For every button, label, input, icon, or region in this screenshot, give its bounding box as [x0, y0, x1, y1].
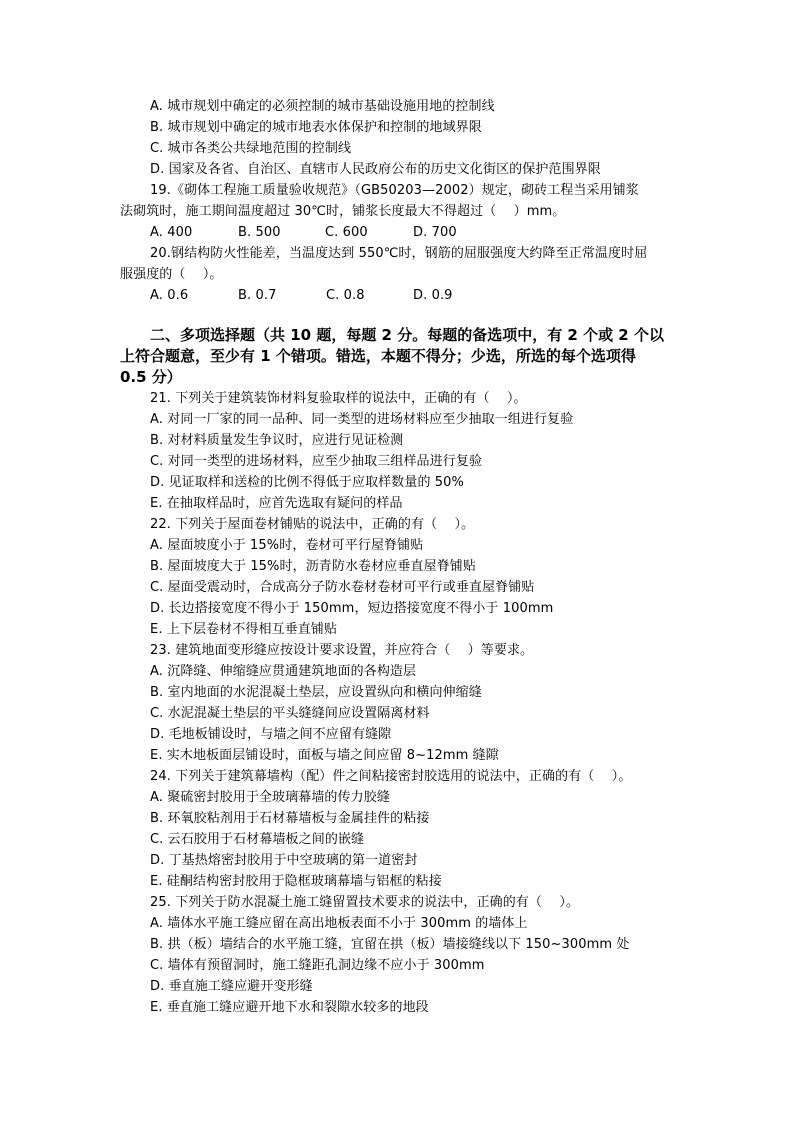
q23-option-e: E. 实木地板面层铺设时，面板与墙之间应留 8~12mm 缝隙: [150, 748, 499, 763]
q22-option-e: E. 上下层卷材不得相互垂直铺贴: [150, 622, 338, 637]
q21-option-e: E. 在抽取样品时，应首先选取有疑问的样品: [150, 496, 403, 511]
section-heading-line3: 0.5 分）: [120, 368, 182, 386]
q23-option-b: B. 室内地面的水泥混凝土垫层，应设置纵向和横向伸缩缝: [150, 685, 482, 700]
q20-option-a: A. 0.6: [150, 288, 189, 303]
section-heading-line1: 二、多项选择题（共 10 题，每题 2 分。每题的备选项中，有 2 个或 2 个以: [150, 326, 664, 344]
q24-stem: 24. 下列关于建筑幕墙构（配）件之间粘接密封胶选用的说法中，正确的有（ ）。: [150, 769, 632, 784]
q23-option-d: D. 毛地板铺设时，与墙之间不应留有缝隙: [150, 727, 392, 742]
q22-option-d: D. 长边搭接宽度不得小于 150mm，短边搭接宽度不得小于 100mm: [150, 601, 554, 616]
q20-option-d: D. 0.9: [413, 288, 453, 303]
q21-option-b: B. 对材料质量发生争议时，应进行见证检测: [150, 433, 404, 448]
q22-stem: 22. 下列关于屋面卷材铺贴的说法中，正确的有（ ）。: [150, 517, 475, 532]
q24-option-a: A. 聚硫密封胶用于全玻璃幕墙的传力胶缝: [150, 790, 390, 805]
q24-option-c: C. 云石胶用于石材幕墙板之间的嵌缝: [150, 832, 365, 847]
q19-option-d: D. 700: [413, 225, 457, 240]
q20-stem-line1: 20.钢结构防火性能差，当温度达到 550℃时，钢筋的屈服强度大约降至正常温度时屈: [150, 246, 648, 261]
q18-option-d: D. 国家及各省、自治区、直辖市人民政府公布的历史文化街区的保护范围界限: [150, 162, 601, 177]
q25-option-d: D. 垂直施工缝应避开变形缝: [150, 979, 313, 994]
q20-option-c: C. 0.8: [326, 288, 365, 303]
q24-option-e: E. 硅酮结构密封胶用于隐框玻璃幕墙与铝框的粘接: [150, 874, 442, 889]
q22-option-a: A. 屋面坡度小于 15%时，卷材可平行屋脊铺贴: [150, 538, 424, 553]
q24-option-b: B. 环氧胶粘剂用于石材幕墙板与金属挂件的粘接: [150, 811, 430, 826]
q19-options: [150, 222, 457, 243]
q23-option-c: C. 水泥混凝土垫层的平头缝缝间应设置隔离材料: [150, 706, 430, 721]
q21-option-d: D. 见证取样和送检的比例不得低于应取样数量的 50%: [150, 475, 465, 490]
q23-option-a: A. 沉降缝、伸缩缝应贯通建筑地面的各构造层: [150, 664, 417, 679]
q25-option-b: B. 拱（板）墙结合的水平施工缝，宜留在拱（板）墙接缝线以下 150~300mm 处: [150, 937, 630, 952]
q19-option-b: B. 500: [238, 225, 281, 240]
q25-option-c: C. 墙体有预留洞时，施工缝距孔洞边缘不应小于 300mm: [150, 958, 485, 973]
q24-option-d: D. 丁基热熔密封胶用于中空玻璃的第一道密封: [150, 853, 418, 868]
q25-option-e: E. 垂直施工缝应避开地下水和裂隙水较多的地段: [150, 1000, 429, 1015]
q19-option-a: A. 400: [150, 225, 193, 240]
q23-stem: 23. 建筑地面变形缝应按设计要求设置，并应符合（ ）等要求。: [150, 643, 534, 658]
q22-option-c: C. 屋面受震动时，合成高分子防水卷材卷材可平行或垂直屋脊铺贴: [150, 580, 535, 595]
q25-option-a: A. 墙体水平施工缝应留在高出地板表面不小于 300mm 的墙体上: [150, 916, 528, 931]
section-heading-line2: 上符合题意，至少有 1 个错项。错选，本题不得分；少选，所选的每个选项得: [120, 347, 636, 365]
q19-stem-line2: 法砌筑时，施工期间温度超过 30℃时，铺浆长度最大不得超过（ ）mm。: [120, 204, 566, 219]
q21-option-a: A. 对同一厂家的同一品种、同一类型的进场材料应至少抽取一组进行复验: [150, 412, 574, 427]
q22-option-b: B. 屋面坡度大于 15%时，沥青防水卷材应垂直屋脊铺贴: [150, 559, 477, 574]
q18-option-a: A. 城市规划中确定的必须控制的城市基础设施用地的控制线: [150, 99, 495, 114]
q18-option-b: B. 城市规划中确定的城市地表水体保护和控制的地域界限: [150, 120, 482, 135]
q21-stem: 21. 下列关于建筑装饰材料复验取样的说法中，正确的有（ ）。: [150, 391, 527, 406]
q18-option-c: C. 城市各类公共绿地范围的控制线: [150, 141, 352, 156]
q20-option-b: B. 0.7: [238, 288, 277, 303]
q25-stem: 25. 下列关于防水混凝土施工缝留置技术要求的说法中，正确的有（ ）。: [150, 895, 580, 910]
q20-stem-line2: 服强度的（ ）。: [120, 267, 223, 282]
q21-option-c: C. 对同一类型的进场材料，应至少抽取三组样品进行复验: [150, 454, 483, 469]
q20-options: [150, 285, 453, 306]
q19-stem-line1: 19.《砌体工程施工质量验收规范》（GB50203—2002）规定，砌砖工程当采用铺浆: [150, 183, 639, 198]
q19-option-c: C. 600: [325, 225, 368, 240]
section-heading: [120, 325, 680, 388]
